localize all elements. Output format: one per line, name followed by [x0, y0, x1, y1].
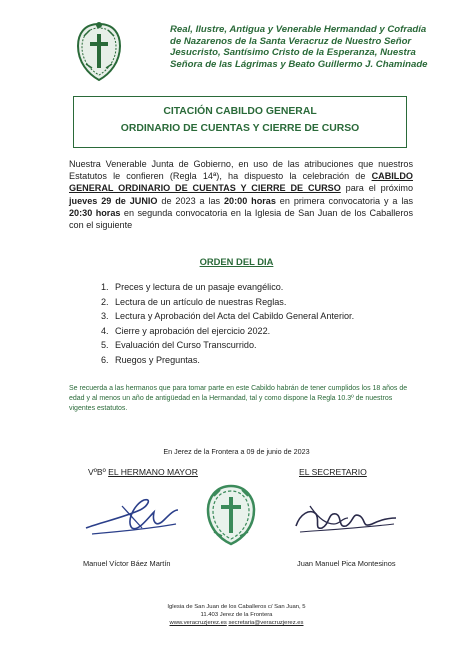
agenda-item-text: Cierre y aprobación del ejercicio 2022. — [115, 325, 271, 336]
brotherhood-seal — [200, 482, 262, 548]
title-line-1: CITACIÓN CABILDO GENERAL — [163, 106, 317, 117]
brotherhood-crest-logo — [72, 20, 126, 84]
agenda-item-text: Ruegos y Preguntas. — [115, 354, 200, 365]
cabildo-name: CABILDO GENERAL ORDINARIO DE CUENTAS Y CIERRE DE CURSO — [69, 171, 413, 194]
footer — [0, 603, 473, 627]
approval-prefix: VºBº — [88, 467, 106, 477]
agenda-item — [101, 338, 354, 353]
website-link[interactable]: www.veracruzjerez.es — [169, 620, 227, 627]
agenda-item — [101, 280, 354, 295]
agenda-item-text: Lectura y Aprobación del Acta del Cabildo General Anterior. — [115, 311, 355, 322]
footer-contact — [0, 619, 473, 627]
agenda-item — [101, 324, 354, 339]
footer-address-line-2: 11.403 Jerez de la Frontera — [200, 612, 273, 619]
intro-text-5: en segunda convocatoria en la Iglesia de San Juan de los Caballeros con el siguiente — [69, 207, 413, 231]
agenda-item-number: 3. — [101, 311, 109, 322]
hermano-mayor-name: Manuel Víctor Báez Martín — [83, 559, 171, 568]
hermano-mayor-title: EL HERMANO MAYOR — [108, 467, 198, 477]
secretario-name: Juan Manuel Pica Montesinos — [297, 559, 396, 568]
intro-text-2: para el próximo — [340, 183, 414, 194]
secretario-role — [299, 467, 367, 477]
agenda-item — [101, 353, 354, 368]
agenda-list — [101, 280, 354, 368]
brotherhood-name: Real, Ilustre, Antigua y Venerable Hermandad y Cofradía de Nazarenos de la Santa Veracruz de Nuestro Señor Jesucristo, Santísimo Cristo de la Esperanza, Nuestra Señora de las Lágrimas y Beato Guillermo J. Chaminade — [170, 24, 428, 70]
intro-paragraph — [69, 158, 413, 231]
agenda-item-text: Preces y lectura de un pasaje evangélico. — [115, 282, 284, 292]
agenda-title: ORDEN DEL DIA — [199, 256, 274, 267]
issue-date-line: En Jerez de la Frontera a 09 de junio de 2023 — [163, 447, 310, 456]
meeting-date: jueves 29 de JUNIO — [69, 195, 158, 206]
secretario-signature — [290, 494, 400, 540]
hermano-mayor-role — [88, 467, 198, 477]
footer-address-line-1: Iglesia de San Juan de los Caballeros c/ San Juan, 5 — [167, 604, 306, 610]
secretario-title: EL SECRETARIO — [299, 467, 367, 477]
hermano-mayor-signature — [82, 488, 182, 540]
agenda-item-text: Lectura de un artículo de nuestras Reglas. — [115, 296, 287, 307]
title-line-2: ORDINARIO DE CUENTAS Y CIERRE DE CURSO — [120, 123, 360, 134]
second-call-time: 20:30 horas — [69, 207, 121, 218]
agenda-item-number: 6. — [101, 354, 109, 365]
agenda-item — [101, 309, 354, 324]
intro-text-3: de 2023 a las — [157, 195, 224, 206]
agenda-item-text: Evaluación del Curso Transcurrido. — [115, 340, 257, 351]
intro-text-1: Nuestra Venerable Junta de Gobierno, en uso de las atribuciones que nuestros Estatutos le confieren (Regla 14ª), ha dispuesto la celebración de — [69, 159, 413, 182]
agenda-item-number: 4. — [101, 325, 109, 336]
intro-text-4: en primera convocatoria y a las — [275, 195, 413, 206]
agenda-item — [101, 295, 354, 310]
email-link[interactable]: secretaria@veracruzjerez.es — [228, 620, 304, 627]
agenda-item-number: 2. — [101, 296, 109, 307]
agenda-item-number: 1. — [101, 282, 109, 292]
title-box — [73, 96, 407, 148]
first-call-time: 20:00 horas — [224, 195, 276, 206]
age-requirement-note: Se recuerda a las hermanos que para tomar parte en este Cabildo habrán de tener cumplidos los 18 años de edad y al menos un año de antigüedad en la Hermandad, tal y como dispone la Regla 10.3º de nuestros vigentes estatutos. — [69, 385, 408, 413]
agenda-item-number: 5. — [101, 340, 109, 351]
